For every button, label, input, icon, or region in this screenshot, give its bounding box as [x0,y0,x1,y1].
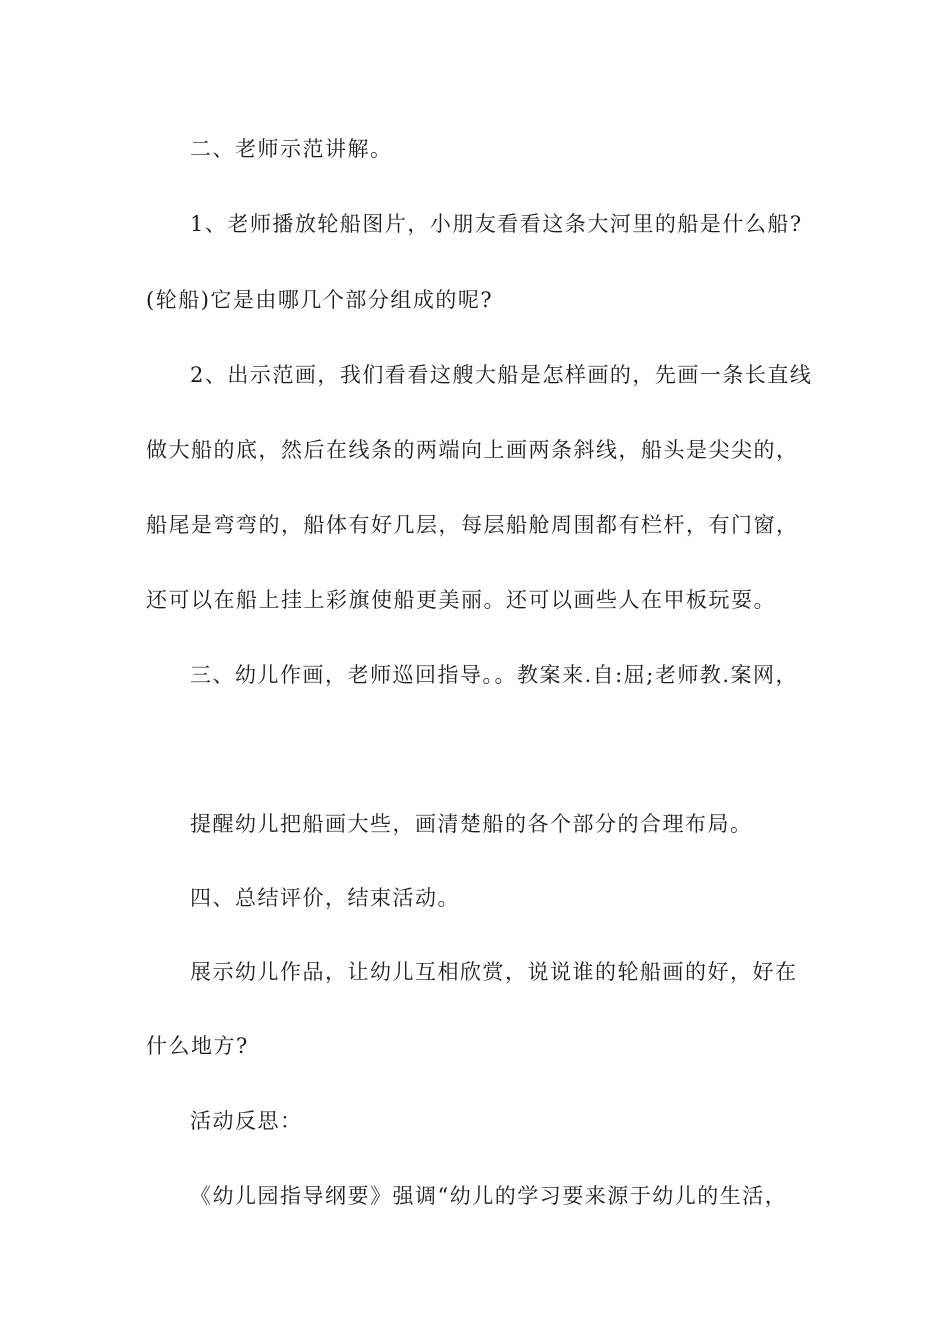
paragraph-line: 1、老师播放轮船图片，小朋友看看这条大河里的船是什么船? [190,212,803,236]
paragraph-line: 《幼儿园指导纲要》强调“幼儿的学习要来源于幼儿的生活， [190,1184,788,1208]
paragraph-line: 什么地方? [146,1034,249,1058]
section-heading-reflection: 活动反思： [190,1109,303,1133]
section-heading-child-drawing: 三、幼儿作画，老师巡回指导。。教案来.自:屈;老师教.案网， [190,663,798,687]
section-heading-teacher-demo: 二、老师示范讲解。 [190,137,393,161]
paragraph-line: 还可以在船上挂上彩旗使船更美丽。还可以画些人在甲板玩耍。 [146,588,776,612]
paragraph-line: 做大船的底，然后在线条的两端向上画两条斜线，船头是尖尖的， [146,438,799,462]
paragraph-line: 2、出示范画，我们看看这艘大船是怎样画的，先画一条长直线 [190,363,813,387]
paragraph-line: 船尾是弯弯的，船体有好几层，每层船舱周围都有栏杆，有门窗， [146,513,799,537]
paragraph-line: (轮船)它是由哪几个部分组成的呢? [146,288,494,312]
section-heading-summary: 四、总结评价，结束活动。 [190,886,460,910]
paragraph-line: 提醒幼儿把船画大些，画清楚船的各个部分的合理布局。 [190,812,753,836]
paragraph-line: 展示幼儿作品，让幼儿互相欣赏，说说谁的轮船画的好，好在 [190,960,798,984]
